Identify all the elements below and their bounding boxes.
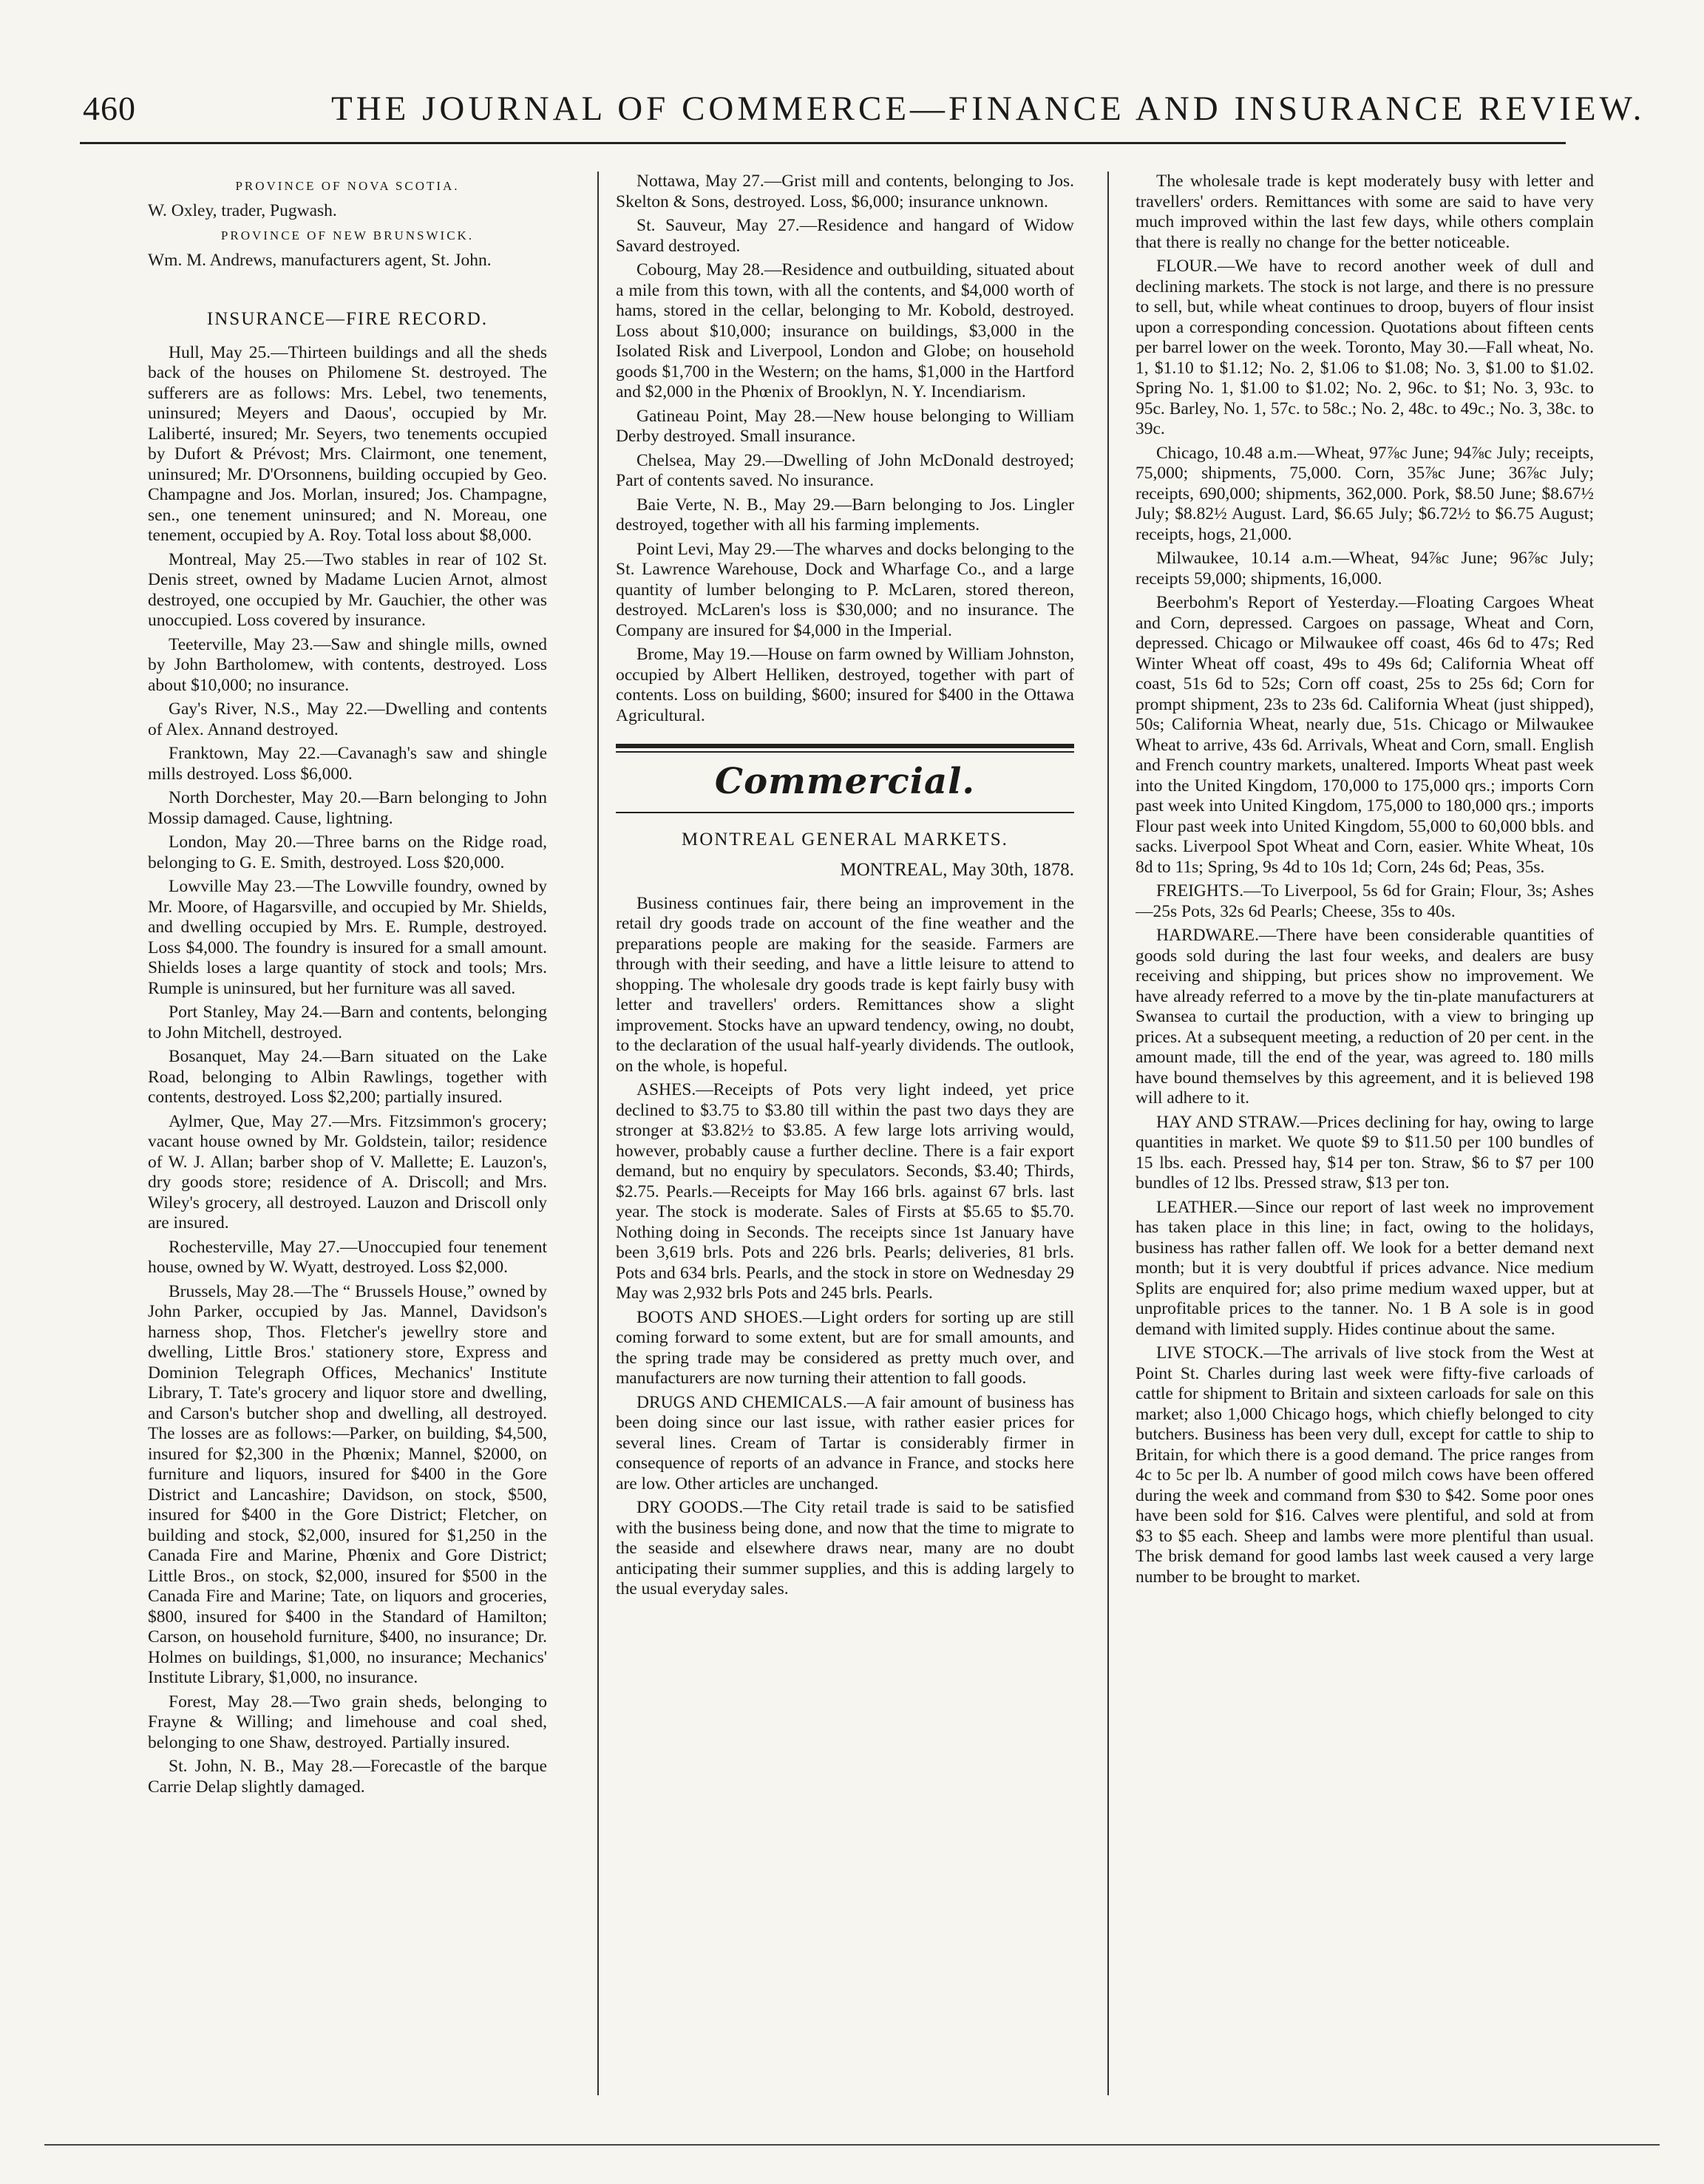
market-item: LIVE STOCK.—The arrivals of live stock from the West at Point St. Charles during last week were fifty-five carloads of cattle for shipment to Britain and sixteen carloads for sale on this market; also 1,000 Chicago hogs, which chiefly belonged to city butchers. Business has been very dull, except for cattle to ship to Britain, for which there is a good demand. The price ranges from 4c to 5c per lb. A number of good milch cows have been offered during the week and command from $30 to $42. Some poor ones have been sold for $16. Calves were plentiful, and sold at from $3 to $5 each. Sheep and lambs were more plentiful than usual. The brisk demand for good lambs last week caused a very large number to be brought to market. <box>1136 1343 1594 1587</box>
page-number: 460 <box>83 89 136 127</box>
market-item: DRY GOODS.—The City retail trade is said to be satisfied with the business being done, and now that the time to migrate to the seaside and elsewhere draws near, many are no doubt anticipating their summer supplies, and this is adding largely to the usual everyday sales. <box>616 1498 1074 1598</box>
footer-rule <box>44 2144 1660 2146</box>
fire-record-heading: INSURANCE—FIRE RECORD. <box>206 309 489 329</box>
fire-record-item: Aylmer, Que, May 27.—Mrs. Fitzsimmon's grocery; vacant house owned by Mr. Goldstein, tailor; residence of W. J. Allan; barber shop of V. Mallette; E. Lauzon's, dry goods store; residence of A. Driscoll; and Mrs. Wiley's grocery, all destroyed. Lauzon and Driscoll only are insured. <box>148 1111 547 1232</box>
market-item: Chicago, 10.48 a.m.—Wheat, 97⅞c June; 94⅞c July; receipts, 75,000; shipments, 75,000. Corn, 35⅞c June; 36⅞c July; receipts, 690,000; shipments, 362,000. Pork, $8.50 June; $8.67½ July; $8.82½ August. Lard, $6.65 July; $6.72½ to $6.75 August; receipts, hogs, 21,000. <box>1136 443 1594 544</box>
section-divider <box>616 744 1074 748</box>
market-item: ASHES.—Receipts of Pots very light indeed, yet price declined to $3.75 to $3.80 till within the past two days they are stronger at $3.82½ to $3.85. A few large lots arriving would, however, probably cause a further decline. There is a fair export demand, but no enquiry by speculators. Seconds, $3.40; Thirds, $2.75. Pearls.—Receipts for May 166 brls. against 67 brls. last year. The stock is moderate. Sales of Firsts at $5.65 to $5.70. Nothing doing in Seconds. The receipts since 1st January have been 3,619 brls. Pots and 226 brls. Pearls; deliveries, 81 brls. Pots and 634 brls. Pearls, and the stock in store on Wednesday 29 May was 2,932 brls Pots and 245 brls. Pearls. <box>616 1080 1074 1303</box>
market-item: Milwaukee, 10.14 a.m.—Wheat, 94⅞c June; 96⅞c July; receipts 59,000; shipments, 16,000. <box>1136 549 1594 589</box>
fire-record-item: Hull, May 25.—Thirteen buildings and all the sheds back of the houses on Philomene St. destroyed. The sufferers are as follows: Mrs. Lebel, two tenements, uninsured; Meyers and Daous', occupied by Mr. Laliberté, insured; Mr. Seyers, two tenements occupied by Dufort & Prévost; Mrs. Clairmont, one tenement, uninsured; Mr. D'Orsonnens, building occupied by Geo. Champagne and Jos. Morlan, insured; Jos. Champagne, sen., one tenement uninsured; and N. Moreau, one tenement, occupied by A. Roy. Total loss about $8,000. <box>148 342 547 545</box>
market-item: DRUGS AND CHEMICALS.—A fair amount of business has been doing since our last issue, with rather easier prices for several lines. Cream of Tartar is considerably firmer in consequence of reports of an advance in France, and stocks here are low. Other articles are unchanged. <box>616 1392 1074 1493</box>
column-divider <box>597 172 599 2095</box>
column-divider <box>1107 172 1109 2095</box>
market-item: The wholesale trade is kept moderately busy with letter and travellers' orders. Remittances with some are said to have very much improved within the last few days, while others complain that there is really no change for the better noticeable. <box>1136 172 1594 252</box>
fire-record-item: Montreal, May 25.—Two stables in rear of 102 St. Denis street, owned by Madame Lucien Arnot, almost destroyed, one occupied by Mr. Gauchier, the other was unoccupied. Loss covered by insurance. <box>148 549 547 630</box>
fire-record-item: Brussels, May 28.—The “ Brussels House,” owned by John Parker, occupied by Jas. Mannel, Davidson's harness shop, Thos. Fletcher's jewellry store and dwelling, Little Bros.' stationery store, Express and Dominion Telegraph Offices, Mechanics' Institute Library, T. Tate's grocery and liquor store and dwelling, and Carson's butcher shop and dwelling, all destroyed. The losses are as follows:—Parker, on building, $4,500, insured for $2,300 in the Phœnix; Mannel, $2000, on furniture and liquors, insured for $400 in the Gore District and Lancashire; Davidson, on stock, $500, insured for $400 in the Gore District; Fletcher, on building and stock, $2,000, insured for $1,250 in the Canada Fire and Marine, Phœnix and Gore District; Little Bros., on stock, $2,000, insured for $500 in the Canada Fire and Marine; Tate, on liquors and groceries, $800, insured for $400 in the Standard of Hamilton; Carson, on household furniture, $400, no insurance; Dr. Holmes on buildings, $1,000, no insurance; Mechanics' Institute Library, $1,000, no insurance. <box>148 1281 547 1687</box>
fire-record-item: North Dorchester, May 20.—Barn belonging to John Mossip damaged. Cause, lightning. <box>148 788 547 828</box>
commercial-title: Commercial. <box>714 761 976 802</box>
market-item: HARDWARE.—There have been considerable quantities of goods sold during the last four weeks, and dealers are busy receiving and shipping, but prices show no improvement. We have already referred to a move by the tin-plate manufacturers at Swansea to curtail the production, with a view to bringing up prices. At a subsequent meeting, a reduction of 20 per cent. in the amount made, till the end of the year, was agreed to. 180 mills have bound themselves by this agreement, and it is believed 198 will adhere to it. <box>1136 926 1594 1108</box>
header-rule <box>80 142 1566 144</box>
fire-record-item: Baie Verte, N. B., May 29.—Barn belonging to Jos. Lingler destroyed, together with all his farming implements. <box>616 495 1074 535</box>
fire-record-item: St. John, N. B., May 28.—Forecastle of the barque Carrie Delap slightly damaged. <box>148 1757 547 1797</box>
insolvency-entry: W. Oxley, trader, Pugwash. <box>148 200 337 220</box>
fire-record-item: Port Stanley, May 24.—Barn and contents, belonging to John Mitchell, destroyed. <box>148 1003 547 1042</box>
section-divider <box>616 751 1074 753</box>
market-item: HAY AND STRAW.—Prices declining for hay, owing to large quantities in market. We quote $9 to $11.50 per 100 bundles of 15 lbs. each. Pressed hay, $14 per ton. Straw, $6 to $7 per 100 bundles of 12 lbs. Pressed straw, $13 per ton. <box>1136 1112 1594 1193</box>
column-3 <box>1136 172 1594 2103</box>
market-item: BOOTS AND SHOES.—Light orders for sorting up are still coming forward to some extent, but are for small amounts, and the spring trade may be considered as pretty much over, and manufacturers are now turning their attention to fall goods. <box>616 1307 1074 1388</box>
journal-title: THE JOURNAL OF COMMERCE—FINANCE AND INSURANCE REVIEW. <box>331 89 1646 128</box>
market-item: FLOUR.—We have to record another week of dull and declining markets. The stock is not large, and there is no pressure to sell, but, while wheat continues to droop, buyers of flour insist upon a corresponding concession. Quotations about fifteen cents per barrel lower on the week. Toronto, May 30.—Fall wheat, No. 1, $1.10 to $1.12; No. 2, $1.06 to $1.08; No. 3, $1.00 to $1.02. Spring No. 1, $1.00 to $1.02; No. 2, 96c. to $1; No. 3, 93c. to 95c. Barley, No. 1, 57c. to 58c.; No. 2, 48c. to 49c.; No. 3, 38c. to 39c. <box>1136 257 1594 438</box>
fire-record-item: Point Levi, May 29.—The wharves and docks belonging to the St. Lawrence Warehouse, Dock and Wharfage Co., and a large quantity of lumber belonging to P. McLaren, stored thereon, destroyed. McLaren's loss is $30,000; and no insurance. The Company are insured for $4,000 in the Imperial. <box>616 539 1074 640</box>
column-2 <box>616 172 1074 2103</box>
fire-record-item: Bosanquet, May 24.—Barn situated on the Lake Road, belonging to Albin Rawlings, together with contents, destroyed. Loss $2,200; partially insured. <box>148 1047 547 1107</box>
page-header <box>80 87 1646 146</box>
province-heading: PROVINCE OF NOVA SCOTIA. <box>235 179 460 193</box>
section-divider <box>616 812 1074 813</box>
market-item: Business continues fair, there being an improvement in the retail dry goods trade on account of the fine weather and the preparations people are making for the seaside. Farmers are through with their seeding, and have a little leisure to attend to shopping. The wholesale dry goods trade is kept fairly busy with letter and travellers' orders. Remittances show a slight improvement. Stocks have an upward tendency, owing, no doubt, to the declaration of the usual half-yearly dividends. The outlook, on the whole, is hopeful. <box>616 893 1074 1076</box>
market-item: LEATHER.—Since our report of last week no improvement has taken place in this line; in fact, owing to the holidays, business has rather fallen off. We look for a better demand next month; but it is very doubtful if prices advance. Nice medium Splits are enquired for; also prime medium waxed upper, but at unprofitable prices to the tanner. No. 1 B A sole is in good demand with limited supply. Hides continue about the same. <box>1136 1197 1594 1339</box>
fire-record-item: Teeterville, May 23.—Saw and shingle mills, owned by John Bartholomew, with contents, destroyed. Loss about $10,000; no insurance. <box>148 634 547 695</box>
fire-record-item: St. Sauveur, May 27.—Residence and hangard of Widow Savard destroyed. <box>616 216 1074 256</box>
fire-record-item: Lowville May 23.—The Lowville foundry, owned by Mr. Moore, of Hagarsville, and occupied by Mr. Shields, and dwelling occupied by Mrs. E. Rumple, destroyed. Loss $4,000. The foundry is insured for a small amount. Shields loses a large quantity of stock and tools; Mrs. Rumple is uninsured, but her furniture was all saved. <box>148 877 547 998</box>
fire-record-item: Gatineau Point, May 28.—New house belonging to William Derby destroyed. Small insurance. <box>616 406 1074 446</box>
column-1 <box>148 172 547 2103</box>
fire-record-item: Brome, May 19.—House on farm owned by William Johnston, occupied by Albert Helliken, destroyed, together with part of contents. Loss on building, $600; insured for $400 in the Ottawa Agricultural. <box>616 645 1074 725</box>
fire-record-item: Chelsea, May 29.—Dwelling of John McDonald destroyed; Part of contents saved. No insurance. <box>616 450 1074 490</box>
fire-record-item: Franktown, May 22.—Cavanagh's saw and shingle mills destroyed. Loss $6,000. <box>148 744 547 784</box>
fire-record-item: Cobourg, May 28.—Residence and outbuilding, situated about a mile from this town, with all the contents, and $4,000 worth of hams, stored in the cellar, belonging to Mr. Kobold, destroyed. Loss about $10,000; insurance on buildings, $3,000 in the Isolated Risk and Liverpool, London and Globe; on household goods $1,700 in the Western; on the hams, $1,000 in the Hartford and $2,000 in the Phœnix of Brooklyn, N. Y. Incendiarism. <box>616 260 1074 401</box>
fire-record-item: Gay's River, N.S., May 22.—Dwelling and contents of Alex. Annand destroyed. <box>148 699 547 739</box>
dateline: MONTREAL, May 30th, 1878. <box>840 860 1074 880</box>
market-item: FREIGHTS.—To Liverpool, 5s 6d for Grain; Flour, 3s; Ashes—25s Pots, 32s 6d Pearls; Cheese, 35s to 40s. <box>1136 881 1594 921</box>
fire-record-item: Rochesterville, May 27.—Unoccupied four tenement house, owned by W. Wyatt, destroyed. Loss $2,000. <box>148 1237 547 1277</box>
province-heading: PROVINCE OF NEW BRUNSWICK. <box>220 228 475 243</box>
fire-record-item: Forest, May 28.—Two grain sheds, belonging to Frayne & Willing; and limehouse and coal shed, belonging to one Shaw, destroyed. Partially insured. <box>148 1692 547 1752</box>
fire-record-item: London, May 20.—Three barns on the Ridge road, belonging to G. E. Smith, destroyed. Loss $20,000. <box>148 832 547 872</box>
fire-record-item: Nottawa, May 27.—Grist mill and contents, belonging to Jos. Skelton & Sons, destroyed. Loss, $6,000; insurance unknown. <box>616 172 1074 211</box>
market-item: Beerbohm's Report of Yesterday.—Floating Cargoes Wheat and Corn, depressed. Cargoes on passage, Wheat and Corn, depressed. Chicago or Milwaukee off coast, 46s 6d to 47s; Red Winter Wheat off coast, 49s to 49s 6d; California Wheat off coast, 51s 6d to 52s; Corn off coast, 25s to 25s 6d; Corn for prompt shipment, 23s to 23s 6d. California Wheat (just shipped), 50s; California Wheat, nearly due, 51s. Chicago or Milwaukee Wheat to arrive, 43s 6d. Arrivals, Wheat and Corn, small. English and French country markets, unaltered. Imports Wheat past week into the United Kingdom, 170,000 to 175,000 qrs.; imports Corn past week into United Kingdom, 175,000 to 180,000 qrs.; imports Flour past week into United Kingdom, 55,000 to 60,000 bbls. and sacks. Liverpool Spot Wheat and Corn, easier. White Wheat, 10s 8d to 11s; Spring, 9s 4d to 10s 1d; Corn, 24s 6d; Peas, 35s. <box>1136 593 1594 877</box>
markets-heading: MONTREAL GENERAL MARKETS. <box>682 829 1008 849</box>
insolvency-entry: Wm. M. Andrews, manufacturers agent, St. John. <box>148 250 492 270</box>
